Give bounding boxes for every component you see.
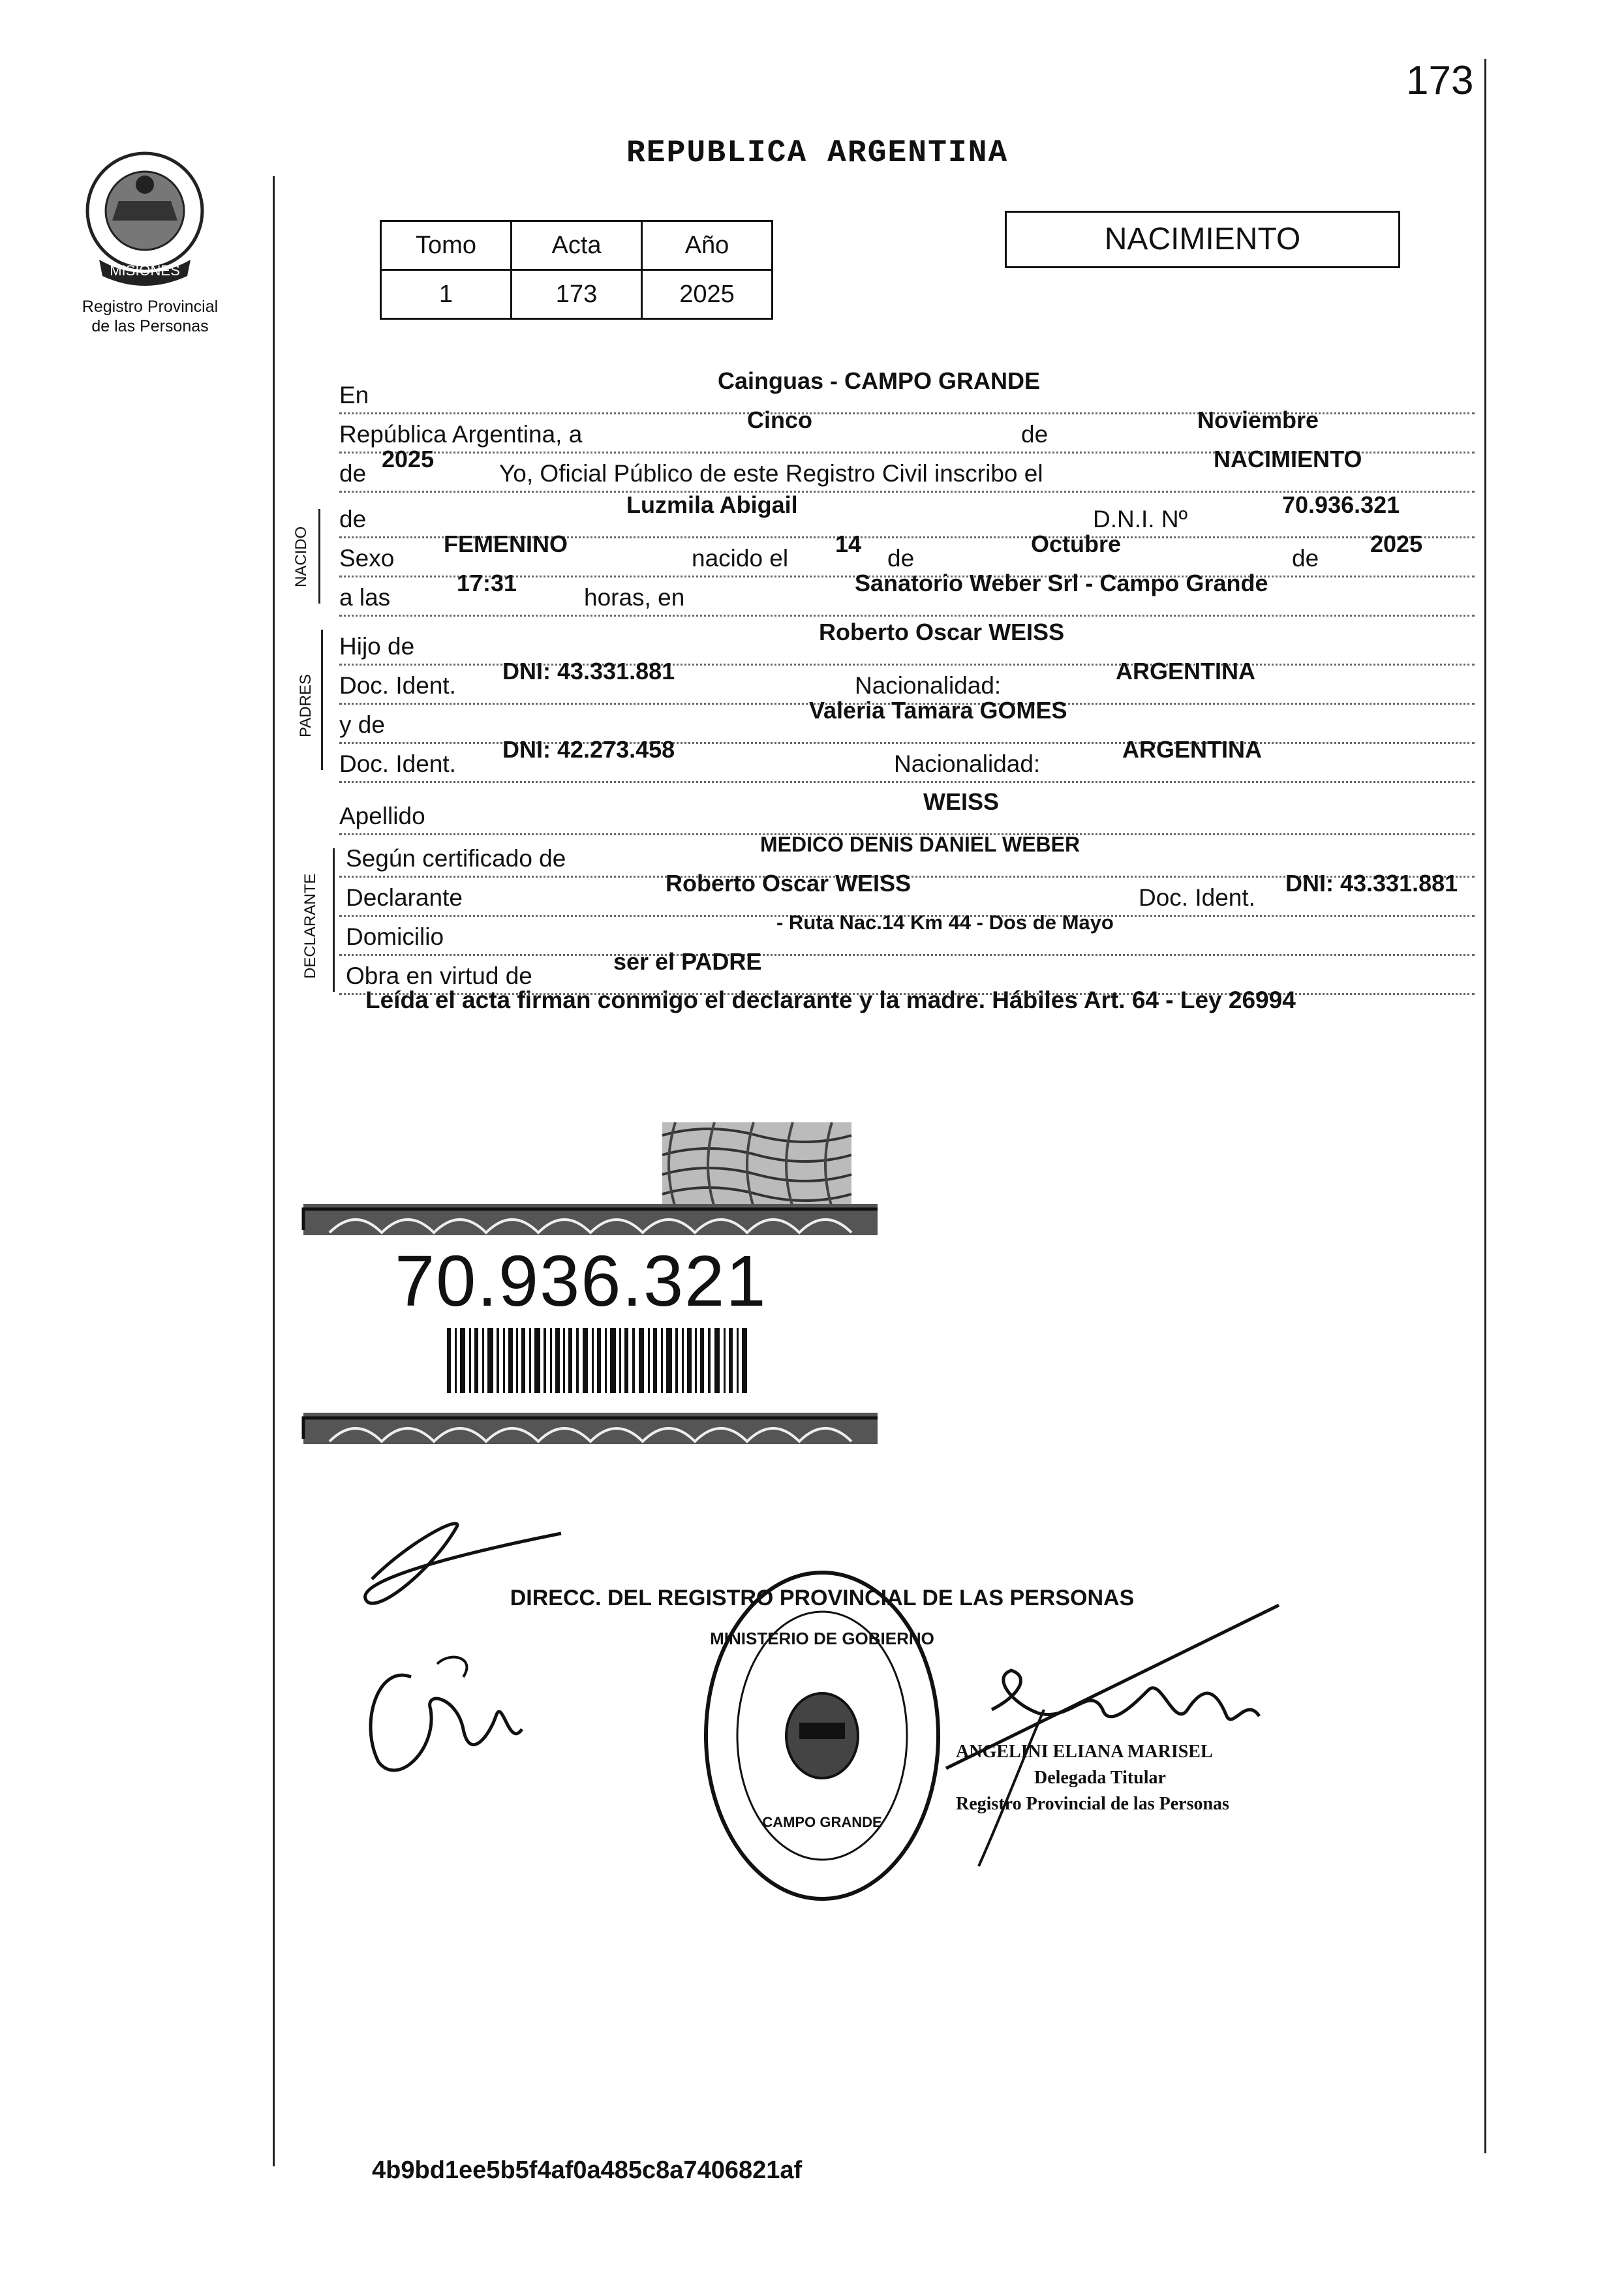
- birth-year: 2025: [1370, 530, 1423, 557]
- de-label-2: de: [339, 460, 367, 487]
- birth-de-label: de: [887, 545, 915, 572]
- child-dni: 70.936.321: [1282, 491, 1400, 518]
- hijo-label: Hijo de: [339, 633, 415, 660]
- right-margin-line: [1484, 59, 1486, 2153]
- child-name: Luzmila Abigail: [626, 491, 798, 518]
- row-mother-doc: [339, 736, 1475, 783]
- barcode-icon: [447, 1328, 747, 1393]
- apellido-label: Apellido: [339, 803, 425, 829]
- svg-text:CAMPO GRANDE: CAMPO GRANDE: [762, 1814, 882, 1830]
- inscribo-value: NACIMIENTO: [1214, 446, 1362, 472]
- apellido-value: WEISS: [923, 788, 1000, 815]
- sexo-label: Sexo: [339, 545, 395, 572]
- svg-text:MISIONES: MISIONES: [110, 262, 180, 279]
- father-doc: DNI: 43.331.881: [502, 658, 675, 684]
- year-value: 2025: [382, 446, 435, 472]
- guilloche-strip-bottom-icon: [303, 1413, 878, 1444]
- obra-label: Obra en virtud de: [346, 962, 532, 989]
- nacido-section-label: NACIDO: [292, 526, 310, 587]
- record-type-box: NACIMIENTO: [1005, 211, 1400, 268]
- official-office: Registro Provincial de las Personas: [956, 1794, 1229, 1814]
- birth-place: Sanatorio Weber Srl - Campo Grande: [855, 570, 1268, 596]
- ano-value: 2025: [642, 270, 773, 319]
- cert-value: MEDICO DENIS DANIEL WEBER: [760, 833, 1080, 856]
- month-value: Noviembre: [1197, 407, 1319, 433]
- ano-header: Año: [642, 221, 773, 270]
- guilloche-strip-top-icon: [303, 1204, 878, 1235]
- father-nat-label: Nacionalidad:: [855, 672, 1002, 699]
- declarant-signature-icon: [333, 1501, 581, 1801]
- declarante-name: Roberto Oscar WEISS: [666, 870, 912, 897]
- birth-month: Octubre: [1031, 530, 1122, 557]
- official-name: ANGELINI ELIANA MARISEL: [956, 1742, 1213, 1762]
- document-hash: 4b9bd1ee5b5f4af0a485c8a7406821af: [372, 2157, 803, 2184]
- row-time-place: [339, 570, 1475, 617]
- birth-de-label-2: de: [1292, 545, 1319, 572]
- declarante-label: Declarante: [346, 884, 463, 911]
- svg-text:DIRECC. DEL REGISTRO PROVINCIA: DIRECC. DEL REGISTRO PROVINCIAL DE LAS PERSONAS: [510, 1586, 1135, 1610]
- row-domicilio: [339, 911, 1475, 956]
- declarante-section-label: DECLARANTE: [301, 873, 319, 979]
- domicilio-label: Domicilio: [346, 923, 444, 950]
- declarante-bracket: [333, 848, 335, 992]
- dni-label: D.N.I. Nº: [1093, 506, 1188, 532]
- day-word-value: Cinco: [747, 407, 813, 433]
- yde-label: y de: [339, 711, 385, 738]
- official-signature-icon: [940, 1599, 1279, 1873]
- birth-day: 14: [835, 530, 862, 557]
- barcode-number: 70.936.321: [395, 1241, 767, 1321]
- reference-table: [380, 220, 773, 320]
- page-number: 173: [1406, 58, 1474, 103]
- acta-value: 173: [512, 270, 642, 319]
- reading-note: Leída el acta firman conmigo el declarante y la madre. Hábiles Art. 64 - Ley 26994: [365, 987, 1296, 1013]
- alas-label: a las: [339, 584, 391, 611]
- sexo-value: FEMENINO: [444, 530, 568, 557]
- padres-bracket: [321, 630, 323, 770]
- declarante-doc: DNI: 43.331.881: [1285, 870, 1458, 897]
- mother-nationality: ARGENTINA: [1122, 736, 1262, 763]
- domicilio-value: - Ruta Nac.14 Km 44 - Dos de Mayo: [776, 911, 1114, 934]
- acta-header: Acta: [512, 221, 642, 270]
- tomo-header: Tomo: [381, 221, 512, 270]
- left-margin-line: [273, 176, 275, 2166]
- nacido-de-label: de: [339, 506, 367, 532]
- tomo-value: 1: [381, 270, 512, 319]
- registry-label-line2: de las Personas: [91, 317, 209, 335]
- row-year-inscribo: [339, 446, 1475, 493]
- nacido-bracket: [318, 509, 320, 604]
- registry-label-line1: Registro Provincial: [82, 298, 219, 316]
- mother-name: Valeria Tamara GOMES: [809, 697, 1067, 724]
- place-value: Cainguas - CAMPO GRANDE: [718, 367, 1041, 394]
- horas-label: horas, en: [584, 584, 685, 611]
- padres-section-label: PADRES: [297, 674, 314, 737]
- cert-label: Según certificado de: [346, 845, 566, 872]
- registry-label: [52, 297, 248, 336]
- document-title: REPUBLICA ARGENTINA: [626, 136, 1009, 171]
- father-doc-label: Doc. Ident.: [339, 672, 456, 699]
- mother-doc: DNI: 42.273.458: [502, 736, 675, 763]
- father-nationality: ARGENTINA: [1116, 658, 1255, 684]
- declarante-doc-label: Doc. Ident.: [1139, 884, 1255, 911]
- misiones-seal-logo: [73, 136, 217, 292]
- mother-nat-label: Nacionalidad:: [894, 750, 1041, 777]
- inscribo-label: Yo, Oficial Público de este Registro Civil inscribo el: [499, 460, 1043, 487]
- official-signature-block: [956, 1739, 1229, 1817]
- en-label: En: [339, 382, 369, 408]
- nacido-el-label: nacido el: [692, 545, 789, 572]
- official-role: Delegada Titular: [1034, 1768, 1166, 1788]
- de-label: de: [1021, 421, 1049, 448]
- mother-doc-label: Doc. Ident.: [339, 750, 456, 777]
- father-name: Roberto Oscar WEISS: [819, 619, 1065, 645]
- svg-text:MINISTERIO DE GOBIERNO: MINISTERIO DE GOBIERNO: [710, 1629, 934, 1648]
- birth-time: 17:31: [457, 570, 517, 596]
- republica-label: República Argentina, a: [339, 421, 583, 448]
- obra-value: ser el PADRE: [613, 948, 762, 975]
- security-pattern-icon: [662, 1122, 851, 1207]
